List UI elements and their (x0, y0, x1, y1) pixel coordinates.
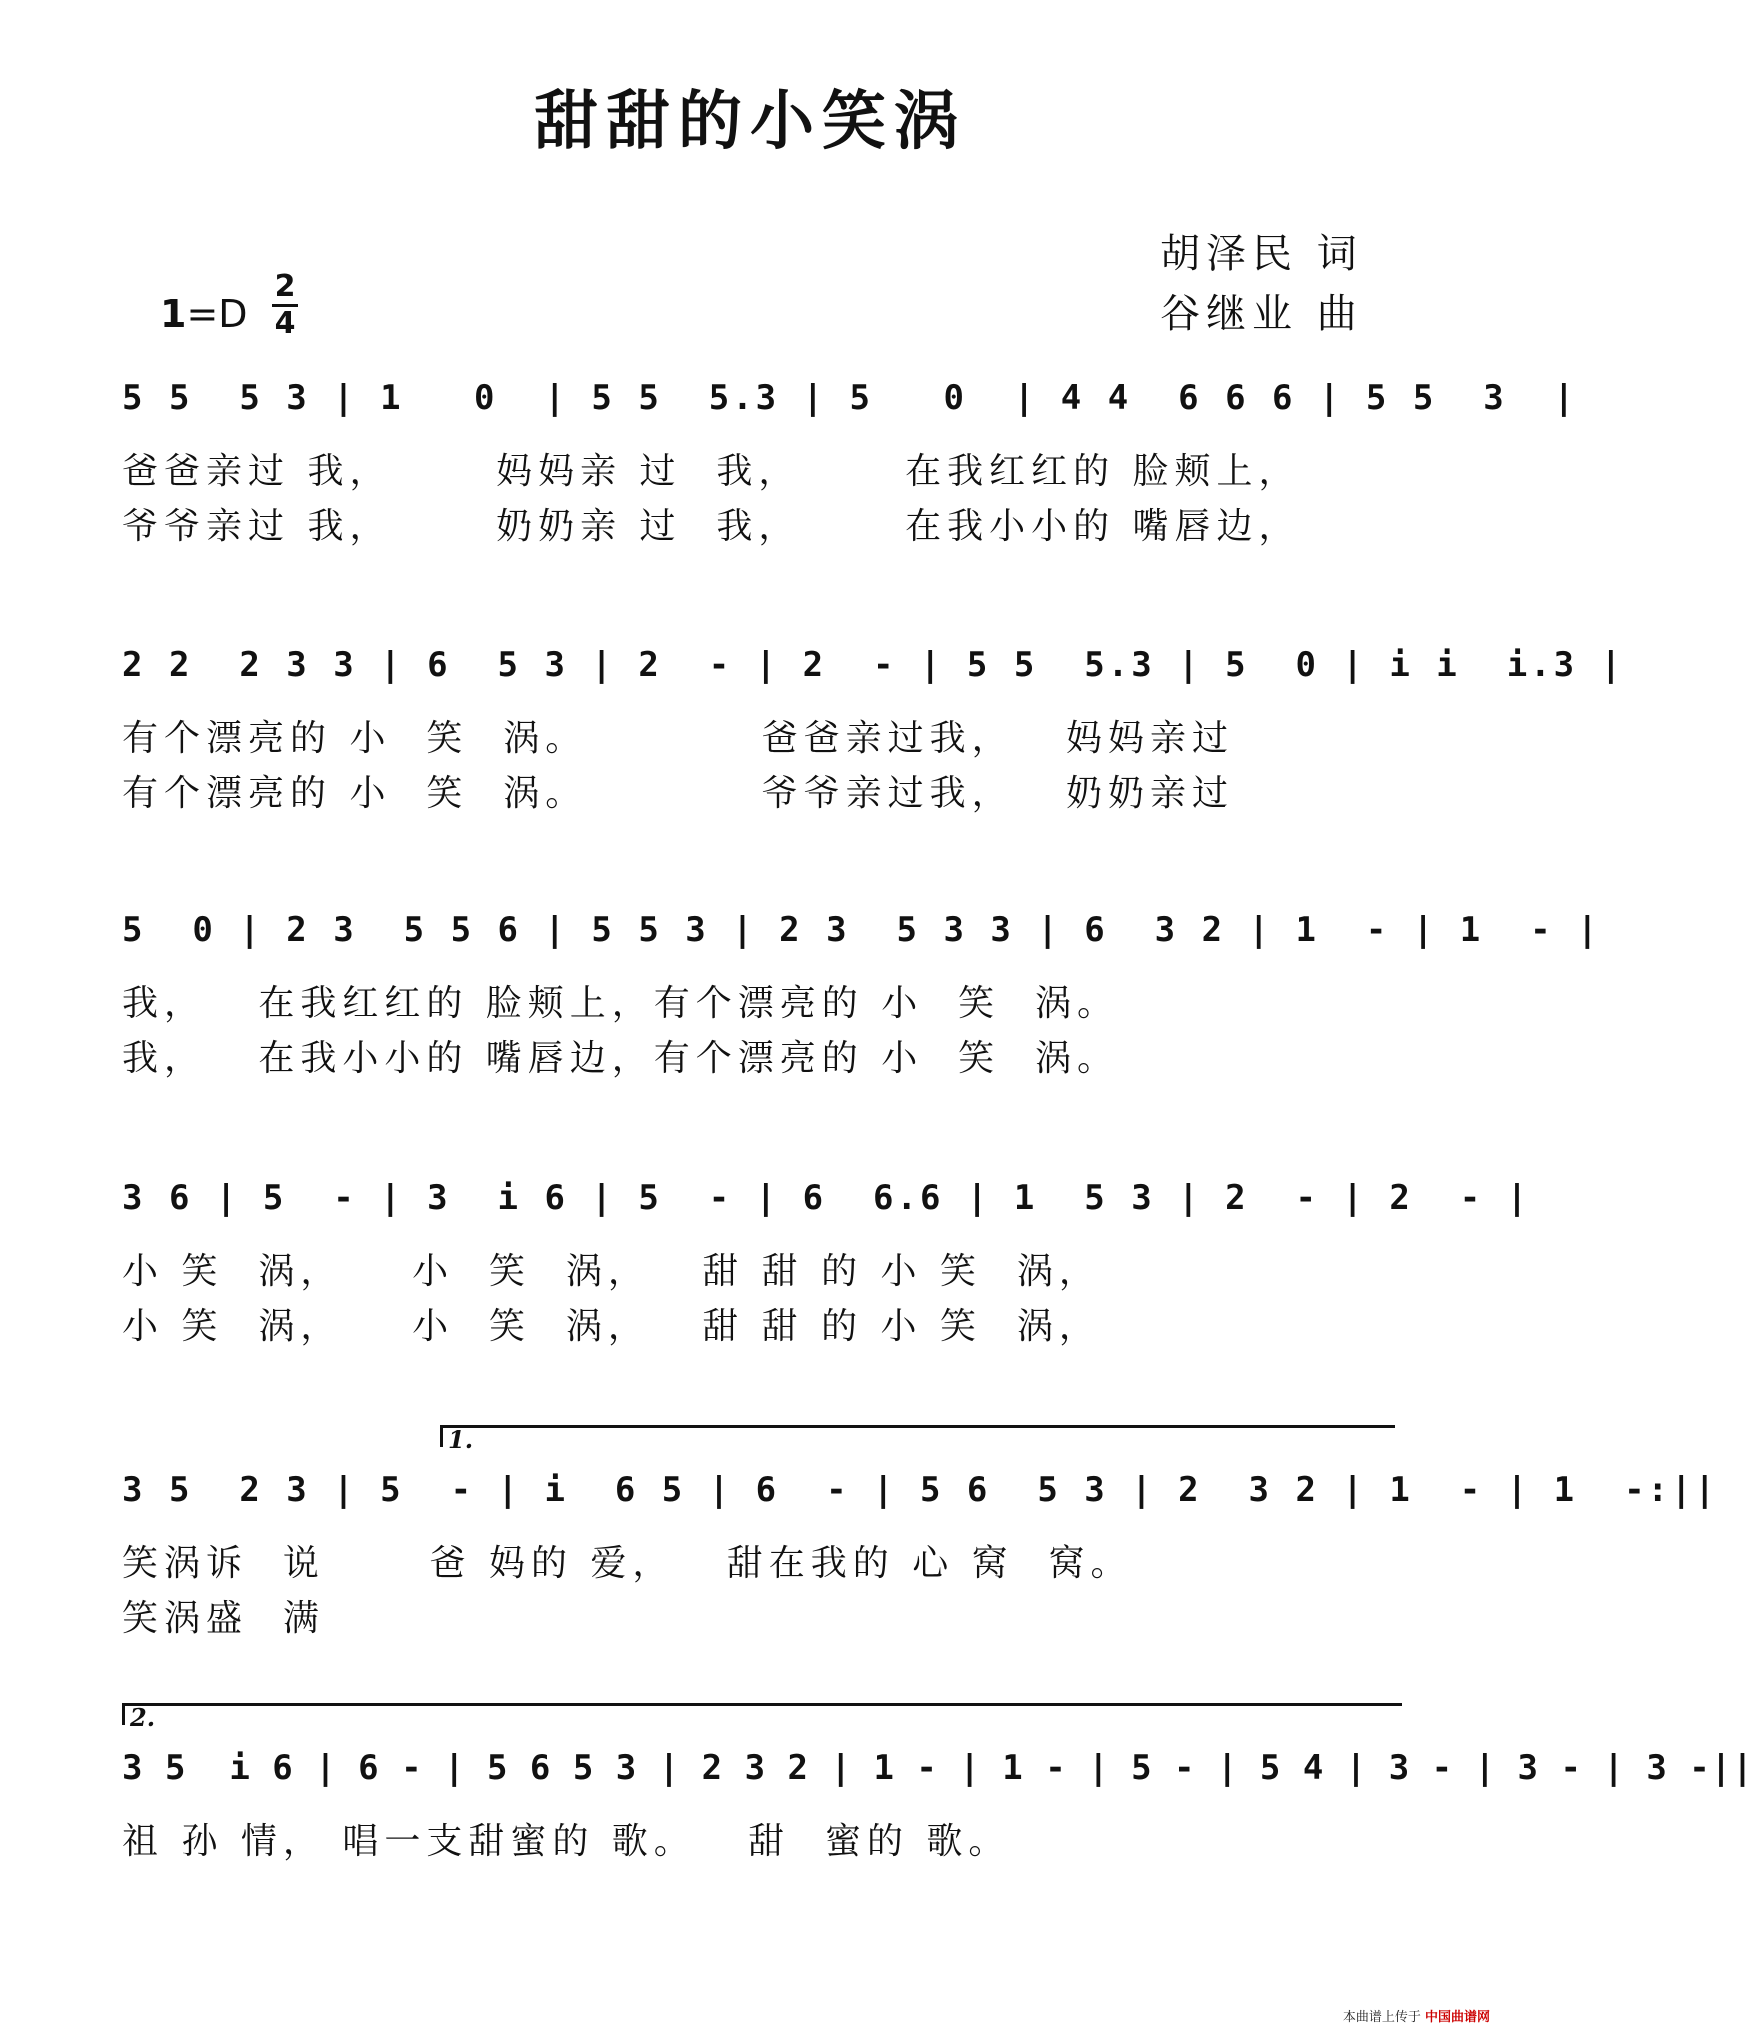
lyric-verse-1: 爸爸亲过 我， 妈妈亲 过 我， 在我红红的 脸颊上， (122, 451, 1301, 492)
ending-2-bracket (122, 1703, 1402, 1706)
lyric-verse-2: 爷爷亲过 我， 奶奶亲 过 我， 在我小小的 嘴唇边， (122, 506, 1301, 547)
lyric-verse-2: 小 笑 涡， 小 笑 涡， 甜 甜 的 小 笑 涡， (122, 1306, 1101, 1347)
staff-system-3 (0, 900, 1601, 1100)
composer-credit: 谷继业 曲 (1160, 291, 1363, 337)
staff-system-1 (0, 368, 1578, 568)
site-logo[interactable]: 中国曲谱网 (1424, 2010, 1490, 2025)
time-signature-top: 2 (274, 269, 296, 304)
lyric-verse-1: 笑涡诉 说 爸 妈的 爱， 甜在我的 心 窝 窝。 (122, 1543, 1133, 1584)
time-signature (270, 269, 300, 341)
ending-1-label: 1. (448, 1425, 474, 1454)
ending-1-bracket (440, 1425, 1395, 1428)
ending-2-bracket-start (122, 1703, 125, 1725)
lyric-verse-1: 有个漂亮的 小 笑 涡。 爸爸亲过我， 妈妈亲过 (122, 718, 1234, 759)
notes-line: 3 5 i 6 | 6 - | 5 6 5 3 | 2 3 2 | 1 - | 1 - | 5 - | 5 4 | 3 - | 3 - | 3 -|| (122, 1748, 1754, 1788)
notes-line: 3 5 2 3 | 5 - | i 6 5 | 6 - | 5 6 5 3 | 2 3 2 | 1 - | 1 -:|| (122, 1470, 1718, 1510)
lyric-verse-1: 我， 在我红红的 脸颊上，有个漂亮的 小 笑 涡。 (122, 983, 1119, 1024)
upload-footer (1343, 2006, 1490, 2025)
lyric-verse-2: 笑涡盛 满 (122, 1598, 325, 1639)
time-signature-bottom: 4 (274, 306, 296, 341)
notes-line: 2 2 2 3 3 | 6 5 3 | 2 - | 2 - | 5 5 5.3 | 5 0 | i i i.3 | (122, 645, 1625, 685)
staff-system-6 (0, 1738, 1754, 1938)
staff-system-4 (0, 1168, 1531, 1368)
lyricist-credit: 胡泽民 词 (1160, 231, 1363, 277)
lyric-verse-2: 我， 在我小小的 嘴唇边，有个漂亮的 小 笑 涡。 (122, 1038, 1119, 1079)
key-signature (160, 292, 248, 336)
notes-line: 5 5 5 3 | 1 0 | 5 5 5.3 | 5 0 | 4 4 6 6 6 | 5 5 3 | (122, 378, 1578, 418)
lyric-verse-2: 有个漂亮的 小 笑 涡。 爷爷亲过我， 奶奶亲过 (122, 773, 1234, 814)
key-tonic: =D (186, 292, 248, 336)
footer-prefix: 本曲谱上传于 (1342, 2010, 1421, 2025)
notes-line: 5 0 | 2 3 5 5 6 | 5 5 3 | 2 3 5 3 3 | 6 3 2 | 1 - | 1 - | (122, 910, 1601, 950)
key-tonic-number: 1 (160, 292, 187, 336)
lyric-verse-1: 小 笑 涡， 小 笑 涡， 甜 甜 的 小 笑 涡， (122, 1251, 1101, 1292)
ending-1-bracket-start (440, 1425, 443, 1447)
song-title: 甜甜的小笑涡 (534, 84, 966, 159)
staff-system-2 (0, 635, 1625, 835)
lyric-verse-1: 祖 孙 情， 唱一支甜蜜的 歌。 甜 蜜的 歌。 (122, 1821, 1011, 1862)
staff-system-5 (0, 1460, 1718, 1660)
notes-line: 3 6 | 5 - | 3 i 6 | 5 - | 6 6.6 | 1 5 3 | 2 - | 2 - | (122, 1178, 1531, 1218)
ending-2-label: 2. (130, 1703, 156, 1732)
